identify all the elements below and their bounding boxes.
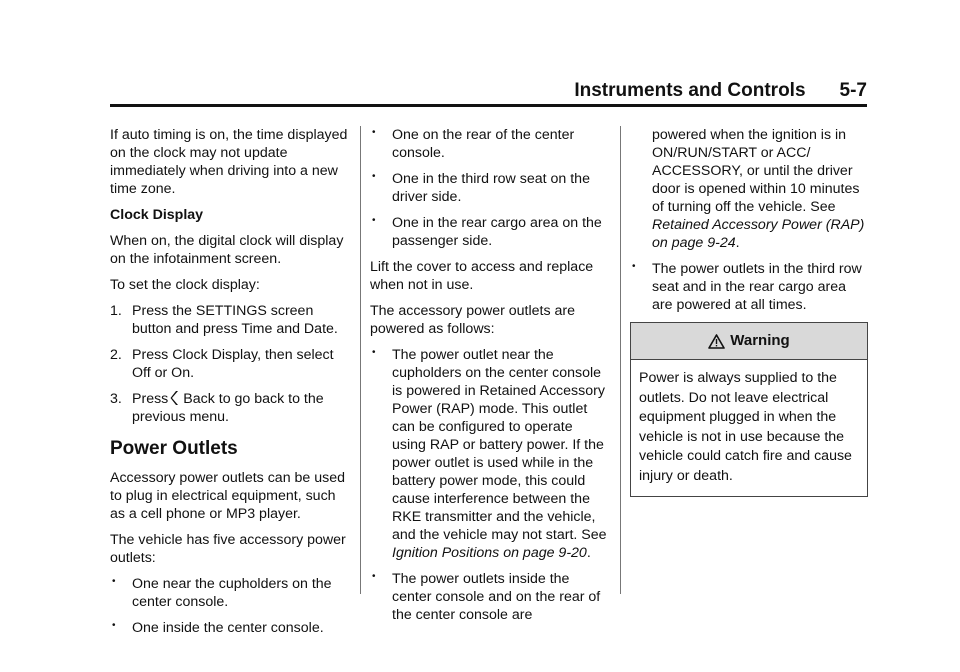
list-item: [370, 170, 608, 206]
section-title: Power Outlets: [110, 438, 238, 459]
bullet-text: One in the third row seat on the driver side.: [392, 171, 590, 205]
bullet-text: The power outlets in the third row seat and in the rear cargo area are powered at all times.: [652, 261, 862, 313]
list-item: [370, 570, 608, 624]
column-divider: [620, 126, 621, 594]
list-item: [110, 302, 352, 338]
step-number: 2.: [110, 347, 122, 363]
paragraph: To set the clock display:: [110, 277, 260, 293]
page-number: 5-7: [839, 80, 867, 101]
paragraph: Accessory power outlets can be used to plug in electrical equipment, such as a cell phone or MP3 player.: [110, 470, 346, 522]
column-1: [110, 126, 352, 645]
step-text-post: Back to go back to the previous menu.: [132, 391, 324, 425]
bullet-icon: •: [372, 347, 376, 358]
back-chevron-icon: [170, 390, 179, 406]
bullet-continuation: [630, 126, 868, 252]
warning-header: [631, 323, 867, 360]
paragraph: The accessory power outlets are powered as follows:: [370, 303, 576, 337]
cross-reference-link[interactable]: Retained Accessory Power (RAP) on page 9-24: [652, 217, 865, 251]
list-item: [110, 346, 352, 382]
bullet-text-body: The power outlet near the cupholders on the center console is powered in Retained Accessory Power (RAP) mode. This outlet can be configured to operate using RAP or battery power. If the power outlet is used while in the battery power mode, this could cause interference between the RKE transmitter and the vehicle, and the vehicle may not start. See: [392, 347, 607, 543]
step-text: [132, 390, 352, 426]
continuation-text: powered when the ignition is in ON/RUN/START or ACC/ ACCESSORY, or until the driver door is opened within 10 minutes of turning off the vehicle. See: [652, 127, 860, 215]
punctuation: .: [586, 545, 591, 561]
bullet-icon: •: [372, 571, 376, 582]
bullet-text: One inside the center console.: [132, 620, 324, 636]
subheading-clock-display: Clock Display: [110, 207, 204, 223]
list-item: [110, 619, 352, 637]
warning-box: [630, 322, 868, 497]
step-number: 1.: [110, 303, 122, 319]
paragraph: Lift the cover to access and replace when not in use.: [370, 259, 594, 293]
list-item: [370, 126, 608, 162]
warning-title: Warning: [730, 332, 790, 349]
step-text: Press the SETTINGS screen button and press Time and Date.: [132, 303, 338, 337]
step-text: Press Clock Display, then select Off or On.: [132, 347, 334, 381]
bullet-text: One near the cupholders on the center console.: [132, 576, 332, 610]
bullet-icon: •: [372, 215, 376, 226]
column-2: [370, 126, 608, 632]
list-item: [110, 575, 352, 611]
list-item: [370, 214, 608, 250]
warning-body: Power is always supplied to the outlets. Do not leave electrical equipment plugged in when the vehicle is not in use because the vehicle could catch fire and cause injury or death.: [639, 370, 852, 484]
column-divider: [360, 126, 361, 594]
paragraph: If auto timing is on, the time displayed on the clock may not update immediately when driving into a new time zone.: [110, 127, 348, 197]
page-header: [110, 80, 867, 106]
list-item: [370, 346, 608, 562]
bullet-text: One on the rear of the center console.: [392, 127, 575, 161]
punctuation: .: [735, 235, 740, 251]
step-number: 3.: [110, 391, 122, 407]
bullet-icon: •: [632, 261, 636, 272]
bullet-icon: •: [112, 620, 116, 631]
bullet-list: [370, 346, 608, 624]
paragraph: When on, the digital clock will display on the infotainment screen.: [110, 233, 344, 267]
header-rule: [110, 104, 867, 107]
bullet-list: [370, 126, 608, 250]
bullet-icon: •: [372, 171, 376, 182]
list-item: [110, 390, 352, 426]
warning-triangle-icon: [708, 334, 725, 349]
bullet-icon: •: [112, 576, 116, 587]
bullet-icon: •: [372, 127, 376, 138]
bullet-list: [630, 260, 868, 314]
column-3: [630, 126, 868, 497]
cross-reference-link[interactable]: Ignition Positions on page 9-20: [392, 545, 587, 561]
bullet-text: [392, 346, 608, 562]
numbered-list: [110, 302, 352, 426]
bullet-text: The power outlets inside the center console and on the rear of the center console are: [392, 571, 601, 623]
list-item: [630, 260, 868, 314]
bullet-text: One in the rear cargo area on the passenger side.: [392, 215, 602, 249]
paragraph: The vehicle has five accessory power outlets:: [110, 532, 346, 566]
bullet-list: [110, 575, 352, 637]
step-text-pre: Press: [132, 391, 169, 407]
chapter-title: Instruments and Controls: [574, 80, 806, 101]
